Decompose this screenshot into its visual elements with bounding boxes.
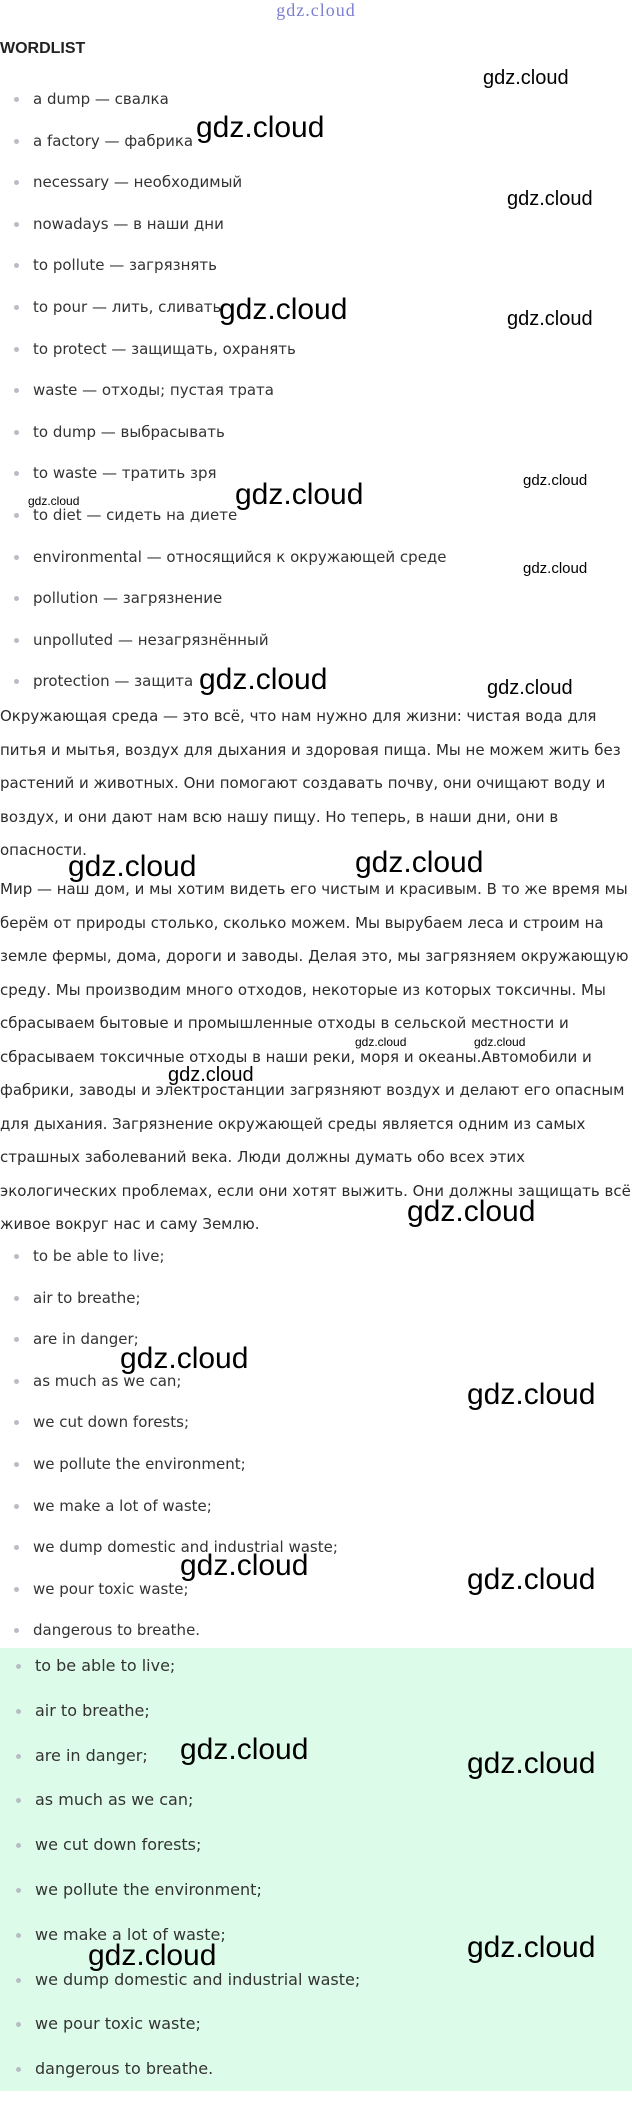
wordlist-item: a dump — свалка (0, 88, 447, 130)
phrase-item: as much as we can; (0, 1370, 338, 1412)
answer-item: we pour toxic waste; (0, 2013, 360, 2058)
phrase-item: are in danger; (0, 1328, 338, 1370)
wordlist-item: necessary — необходимый (0, 171, 447, 213)
watermark: gdz.cloud (88, 1939, 217, 1972)
wordlist-item: nowadays — в наши дни (0, 213, 447, 255)
watermark: gdz.cloud (219, 293, 348, 326)
wordlist-item: pollution — загрязнение (0, 587, 447, 629)
phrase-list (0, 1245, 338, 1661)
watermark: gdz.cloud (523, 472, 588, 489)
answer-item: to be able to live; (0, 1655, 360, 1700)
translation-paragraph-1: Окружающая среда — это всё, что нам нужно для жизни: чистая вода для питья и мытья, воздух для дыхания и здоровая пища. Мы не можем жить без растений и животных. Они помогают создавать почву, они очищают воду и воздух, и они дают нам всю нашу пищу. Но теперь, в наши дни, они в опасности. (0, 707, 621, 859)
wordlist-item: to protect — защищать, охранять (0, 338, 447, 380)
watermark: gdz.cloud (474, 1035, 526, 1049)
watermark: gdz.cloud (196, 111, 325, 144)
wordlist (0, 88, 447, 712)
watermark: gdz.cloud (467, 1931, 596, 1964)
watermark: gdz.cloud (487, 677, 573, 699)
wordlist-item: unpolluted — незагрязнённый (0, 629, 447, 671)
watermark: gdz.cloud (467, 1563, 596, 1596)
translation-paragraph-2: Мир — наш дом, и мы хотим видеть его чистым и красивым. В то же время мы берём от природы столько, сколько можем. Мы вырубаем леса и строим на земле фермы, дома, дороги и заводы. Делая это, мы загрязняем окружающую среду. Мы производим много отходов, некоторые из которых токсичны. Мы сбрасываем бытовые и промышленные отходы в сельской местности и сбрасываем токсичные отходы в наши реки, моря и океаны.Автомобили и фабрики, заводы и электростанции загрязняют воздух и делают его опасным для дыхания. Загрязнение окружающей среды является одним из самых страшных заболеваний века. Люди должны думать обо всех этих экологических проблемах, если они хотят выжить. Они должны защищать всё живое вокруг нас и саму Землю. (0, 880, 631, 1233)
watermark: gdz.cloud (180, 1733, 309, 1766)
answer-item: dangerous to breathe. (0, 2058, 360, 2103)
watermark: gdz.cloud (180, 1549, 309, 1582)
wordlist-item: environmental — относящийся к окружающей среде (0, 546, 447, 588)
wordlist-item: protection — защита (0, 670, 447, 712)
phrase-item: we make a lot of waste; (0, 1495, 338, 1537)
watermark: gdz.cloud (28, 494, 80, 508)
wordlist-item: to waste — тратить зря (0, 462, 447, 504)
answer-item: we dump domestic and industrial waste; (0, 1969, 360, 2014)
answer-item: we cut down forests; (0, 1834, 360, 1879)
watermark: gdz.cloud (407, 1195, 536, 1228)
wordlist-item: waste — отходы; пустая трата (0, 379, 447, 421)
phrase-item: we pour toxic waste; (0, 1578, 338, 1620)
watermark: gdz.cloud (68, 850, 197, 883)
watermark: gdz.cloud (355, 846, 484, 879)
wordlist-heading: WORDLIST (0, 40, 86, 57)
watermark: gdz.cloud (507, 308, 593, 330)
answer-list (0, 1655, 360, 2103)
watermark: gdz.cloud (523, 560, 588, 577)
phrase-item: dangerous to breathe. (0, 1619, 338, 1661)
wordlist-item: to pour — лить, сливать (0, 296, 447, 338)
watermark: gdz.cloud (483, 67, 569, 89)
watermark: gdz.cloud (199, 663, 328, 696)
phrase-item: air to breathe; (0, 1287, 338, 1329)
wordlist-item: to dump — выбрасывать (0, 421, 447, 463)
phrase-item: we pollute the environment; (0, 1453, 338, 1495)
watermark: gdz.cloud (355, 1035, 407, 1049)
site-logo[interactable]: gdz.cloud (276, 0, 356, 20)
wordlist-item: to pollute — загрязнять (0, 254, 447, 296)
answer-item: are in danger; (0, 1745, 360, 1790)
phrase-item: we cut down forests; (0, 1411, 338, 1453)
phrase-item: we dump domestic and industrial waste; (0, 1536, 338, 1578)
watermark: gdz.cloud (467, 1378, 596, 1411)
watermark: gdz.cloud (507, 188, 593, 210)
watermark: gdz.cloud (235, 478, 364, 511)
phrase-item: to be able to live; (0, 1245, 338, 1287)
answer-item: we make a lot of waste; (0, 1924, 360, 1969)
wordlist-item: a factory — фабрика (0, 130, 447, 172)
answer-item: as much as we can; (0, 1789, 360, 1834)
watermark: gdz.cloud (120, 1342, 249, 1375)
answer-item: we pollute the environment; (0, 1879, 360, 1924)
watermark: gdz.cloud (467, 1747, 596, 1780)
answer-item: air to breathe; (0, 1700, 360, 1745)
watermark: gdz.cloud (168, 1064, 254, 1086)
wordlist-item: to diet — сидеть на диете (0, 504, 447, 546)
